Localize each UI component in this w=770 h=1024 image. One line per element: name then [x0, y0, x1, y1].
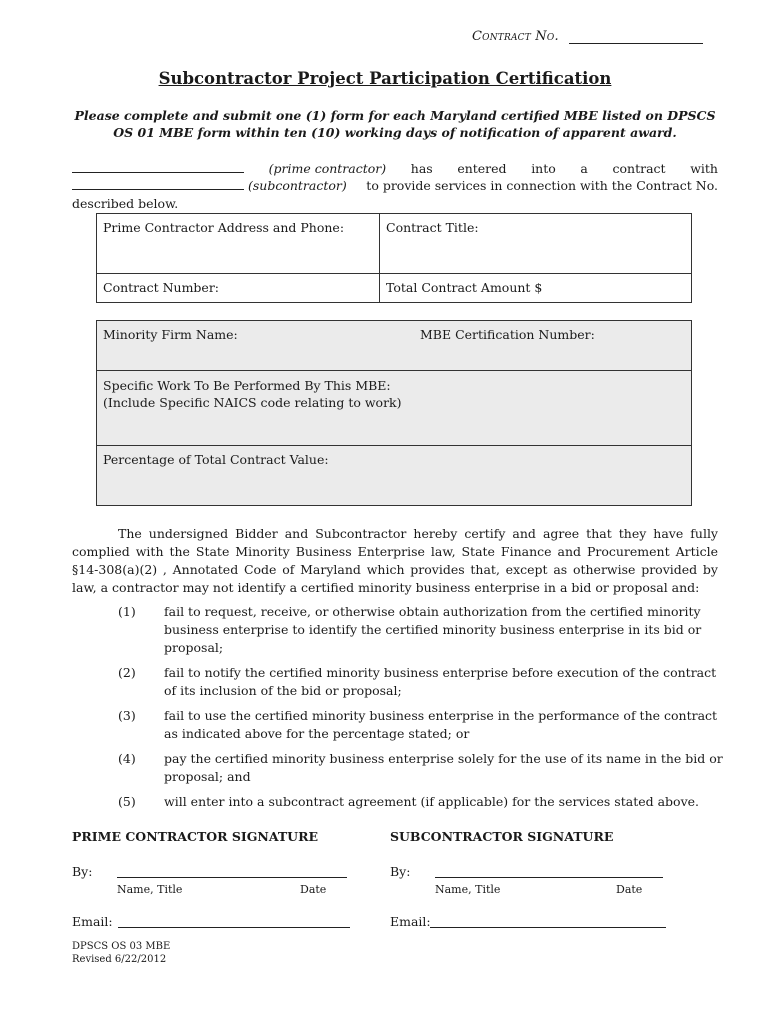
sub-signature-heading: SUBCONTRACTOR SIGNATURE: [390, 829, 614, 844]
subcontractor-blank[interactable]: [72, 177, 244, 190]
sub-signature-line[interactable]: [435, 876, 663, 878]
total-amount-field[interactable]: [380, 274, 691, 302]
list-number: (5): [118, 794, 136, 809]
list-text: fail to request, receive, or otherwise obtain authorization from the certified minority business enterprise to identify the certified minority business enterprise in its bid or proposal;: [164, 604, 702, 655]
specific-work-label: Specific Work To Be Performed By This MBE:: [103, 378, 391, 393]
contract-number-field: [472, 29, 703, 44]
prime-email-line[interactable]: [118, 926, 350, 928]
prime-by-label: By:: [72, 864, 93, 879]
form-id: DPSCS OS 03 MBE: [72, 941, 171, 952]
prime-name-title-label: Name, Title: [117, 883, 183, 896]
list-number: (1): [118, 604, 136, 619]
intro-word: contract: [612, 161, 666, 176]
prime-address-label: Prime Contractor Address and Phone:: [103, 220, 345, 235]
prime-address-field[interactable]: [97, 214, 379, 273]
list-text: fail to use the certified minority business enterprise in the performance of the contract as indicated above for the percentage stated; or: [164, 708, 718, 741]
revision-date: Revised 6/22/2012: [72, 954, 167, 965]
intro-word: a: [580, 161, 588, 176]
mbe-cert-label: MBE Certification Number:: [420, 327, 595, 342]
list-number: (3): [118, 708, 136, 723]
percentage-label: Percentage of Total Contract Value:: [103, 452, 329, 467]
list-text: fail to notify the certified minority business enterprise before execution of the contract of its inclusion of the bid or proposal;: [164, 665, 717, 698]
prime-signature-line[interactable]: [117, 876, 347, 878]
contract-title-label: Contract Title:: [386, 220, 479, 235]
prime-email-label: Email:: [72, 914, 113, 929]
percentage-field[interactable]: [97, 446, 691, 505]
sub-email-line[interactable]: [430, 926, 666, 928]
contract-number-cell[interactable]: [97, 274, 379, 302]
contract-number-blank[interactable]: [569, 31, 703, 44]
prime-date-label: Date: [300, 883, 327, 896]
contract-number-label: Contract No.: [472, 29, 559, 44]
sub-by-label: By:: [390, 864, 411, 879]
contract-number-cell-label: Contract Number:: [103, 280, 220, 295]
total-amount-label: Total Contract Amount $: [386, 280, 543, 295]
intro-word: has: [410, 161, 433, 176]
contract-title-field[interactable]: [380, 214, 691, 273]
minority-firm-label: Minority Firm Name:: [103, 327, 238, 342]
intro-word: into: [531, 161, 556, 176]
subcontractor-label: (subcontractor): [247, 178, 347, 193]
sub-date-label: Date: [616, 883, 643, 896]
prime-contractor-label: (prime contractor): [268, 161, 387, 176]
sub-name-title-label: Name, Title: [435, 883, 501, 896]
prime-signature-heading: PRIME CONTRACTOR SIGNATURE: [72, 829, 318, 844]
list-text: will enter into a subcontract agreement (if applicable) for the services stated above.: [164, 794, 699, 809]
list-number: (2): [118, 665, 136, 680]
mbe-cert-field[interactable]: [414, 321, 691, 370]
intro-word: entered: [457, 161, 507, 176]
intro-rest: to provide services in connection with the Contract No.: [366, 178, 718, 193]
intro-line-2: [72, 177, 718, 194]
list-number: (4): [118, 751, 136, 766]
sub-email-label: Email:: [390, 914, 431, 929]
prime-contractor-blank[interactable]: [72, 160, 244, 173]
certification-paragraph: The undersigned Bidder and Subcontractor hereby certify and agree that they have fully complied with the State Minority Business Enterprise law, State Finance and Procurement Article §14-308(a)(2) , Annotated Code of Maryland which provides that, except as otherwise provided by law, a contractor may not identify a certified minority business enterprise in a bid or proposal and:: [72, 526, 718, 595]
specific-work-hint: (Include Specific NAICS code relating to work): [103, 395, 402, 410]
list-text: pay the certified minority business enterprise solely for the use of its name in the bid or proposal; and: [164, 751, 723, 784]
form-footer: [72, 940, 170, 966]
instructions: Please complete and submit one (1) form for each Maryland certified MBE listed on DPSCS OS 01 MBE form within ten (10) working days of notification of apparent award.: [74, 108, 716, 140]
specific-work-field[interactable]: [97, 371, 691, 445]
intro-line-3: described below.: [72, 196, 179, 211]
intro-line-1: [72, 160, 718, 177]
intro-word: with: [690, 161, 718, 176]
page-title: Subcontractor Project Participation Certification: [158, 69, 612, 88]
minority-firm-field[interactable]: [97, 321, 397, 370]
